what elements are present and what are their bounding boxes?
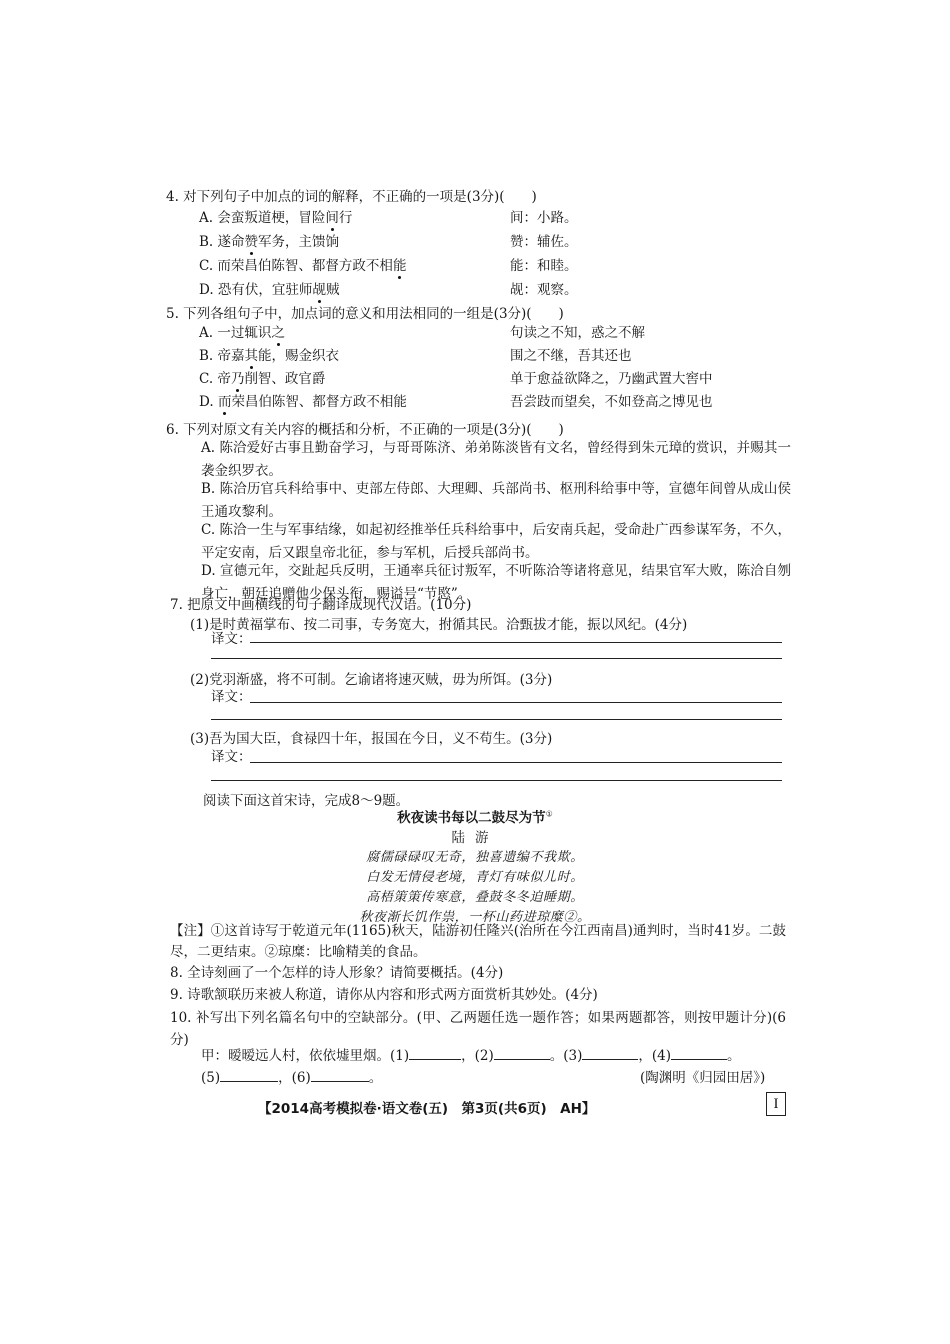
q10-line2: (5) ，(6) 。 xyxy=(201,1070,383,1086)
q10-jia-text: 甲：暧暧远人村，依依墟里烟。 xyxy=(201,1048,390,1064)
q7-answer-line[interactable] xyxy=(211,780,782,781)
q10-source: (陶渊明《归园田居》) xyxy=(640,1070,766,1086)
emphasized-word: 觇 xyxy=(312,282,326,298)
poem-line-1: 腐儒碌碌叹无奇，独喜遗编不我欺。 xyxy=(366,850,584,865)
poem-line-3: 高梧策策传寒意，叠鼓冬冬迫睡期。 xyxy=(366,890,584,905)
option-text: D. xyxy=(199,394,218,410)
option-text: 荣昌伯陈智、都督方政不相能 xyxy=(231,394,407,410)
q6-option-d: D. 宣德元年，交趾起兵反明，王通率兵征讨叛军，不听陈洽等诸将意见，结果官军大败，陈洽自刎身亡，朝廷追赠他少保头衔，赐谥号“节愍”。 xyxy=(201,563,791,602)
q7-item-3: (3)吾为国大臣，食禄四十年，报国在今日，义不苟生。(3分) xyxy=(190,731,553,747)
q7-answer-label-3: 译文： xyxy=(211,749,252,765)
poem-line-4: 秋夜渐长饥作祟，一杯山药进琼糜②。 xyxy=(359,910,591,925)
option-text: C. 而荣昌伯陈智、都督方政不相 xyxy=(199,258,393,274)
q4-option-d xyxy=(199,281,339,299)
q8: 8. 全诗刻画了一个怎样的诗人形象？请简要概括。(4分) xyxy=(170,965,504,981)
q6-stem: 6. 下列对原文有关内容的概括和分析，不正确的一项是(3分)( ) xyxy=(166,422,564,438)
option-text: C. 帝 xyxy=(199,371,231,387)
poem-author: 陆游 xyxy=(451,830,499,846)
q5-answer-a: 句读之不知，惑之不解 xyxy=(510,325,645,341)
option-text: 削智、政官爵 xyxy=(244,371,326,387)
q6-option-a: A. 陈洽爱好古事且勤奋学习，与哥哥陈济、弟弟陈淡皆有文名，曾经得到朱元璋的赏识，并赐其一袭金织罗衣。 xyxy=(201,440,791,479)
q4-answer-d: 觇：观察。 xyxy=(510,282,578,298)
version-badge: I xyxy=(766,1092,786,1116)
blank-1[interactable] xyxy=(409,1047,461,1060)
q7-item-1: (1)是时黄福掌布、按二司事，专务宽大，拊循其民。洽甄拔才能，振以风纪。(4分) xyxy=(190,617,688,633)
blank-3[interactable] xyxy=(582,1047,638,1060)
blank-4[interactable] xyxy=(671,1047,727,1060)
q4-option-c xyxy=(199,257,406,275)
q4-answer-c: 能：和睦。 xyxy=(510,258,578,274)
blank-label: (5) xyxy=(201,1070,221,1086)
q5-answer-b: 围之不继，吾其还也 xyxy=(510,348,632,364)
q4-option-b xyxy=(199,233,339,251)
blank-label: (4) xyxy=(651,1048,671,1064)
q7-answer-label-1: 译文： xyxy=(211,631,252,647)
q7-answer-line[interactable] xyxy=(250,702,782,703)
poem-title: 秋夜读书每以二鼓尽为节① xyxy=(397,809,553,826)
emphasized-word: 而 xyxy=(217,394,232,410)
q7-answer-line[interactable] xyxy=(250,642,782,643)
q5-option-d xyxy=(199,393,407,411)
poem-intro: 阅读下面这首宋诗，完成8～9题。 xyxy=(203,793,410,809)
q6-option-c: C. 陈洽一生与军事结缘，如起初经推举任兵科给事中，后安南兵起，受命赴广西参谋军务，不久，平定安南，后又跟皇帝北征，参与军机，后授兵部尚书。 xyxy=(201,522,791,561)
option-text: 军务，主馈饷 xyxy=(258,234,340,250)
option-text: B. 帝嘉 xyxy=(199,348,245,364)
q9: 9. 诗歌颔联历来被人称道，请你从内容和形式两方面赏析其妙处。(4分) xyxy=(170,987,598,1003)
blank-label: (2) xyxy=(474,1048,494,1064)
blank-label: (3) xyxy=(563,1048,583,1064)
emphasized-word: 其 xyxy=(244,348,259,364)
q7-stem: 7. 把原文中画横线的句子翻译成现代汉语。(10分) xyxy=(170,597,472,613)
q5-answer-c: 单于愈益欲降之，乃幽武置大窖中 xyxy=(510,371,713,387)
option-text: B. 遂命 xyxy=(199,234,245,250)
q4-answer-a: 间：小路。 xyxy=(510,210,578,226)
q7-answer-line[interactable] xyxy=(211,719,782,720)
blank-5[interactable] xyxy=(220,1069,278,1082)
poem-line-2: 白发无情侵老境，青灯有味似儿时。 xyxy=(366,870,584,885)
q5-answer-d: 吾尝跂而望矣，不如登高之博见也 xyxy=(510,394,713,410)
emphasized-word: 能 xyxy=(392,258,407,274)
blank-6[interactable] xyxy=(311,1069,369,1082)
q5-option-b xyxy=(199,347,339,365)
emphasized-word: 赞 xyxy=(244,234,259,250)
q4-stem: 4. 对下列句子中加点的词的解释，不正确的一项是(3分)( ) xyxy=(166,189,537,205)
q5-option-c xyxy=(199,370,325,388)
q4-option-a xyxy=(199,209,352,227)
emphasized-word: 之 xyxy=(271,325,285,341)
q5-stem: 5. 下列各组句子中，加点词的意义和用法相同的一组是(3分)( ) xyxy=(166,306,564,322)
q10-jia: 甲：暧暧远人村，依依墟里烟。(1) ，(2) 。(3) ，(4) 。 xyxy=(201,1048,741,1064)
blank-label: (1) xyxy=(390,1048,410,1064)
option-text: A. 会蛮叛道梗，冒险 xyxy=(199,210,326,226)
option-text: A. 一过辄识 xyxy=(199,325,272,341)
option-text: 贼 xyxy=(325,282,340,298)
page-footer: 【2014高考模拟卷·语文卷(五) 第3页(共6页) AH】 xyxy=(258,1101,596,1117)
blank-2[interactable] xyxy=(494,1047,550,1060)
option-text: D. 恐有伏，宜驻师 xyxy=(199,282,313,298)
emphasized-word: 乃 xyxy=(230,371,245,387)
poem-note: 【注】①这首诗写于乾道元年(1165)秋天，陆游初任隆兴(治所在今江西南昌)通判时，当时41岁。二鼓尽，二更结束。②琼糜：比喻精美的食品。 xyxy=(170,923,786,960)
q7-answer-label-2: 译文： xyxy=(211,689,252,705)
q6-option-b: B. 陈洽历官兵科给事中、吏部左侍郎、大理卿、兵部尚书、枢刑科给事中等，宣德年间曾从成山侯王通攻黎利。 xyxy=(201,481,791,520)
option-text: 能，赐金织衣 xyxy=(258,348,340,364)
q10-stem: 10. 补写出下列名篇名句中的空缺部分。(甲、乙两题任选一题作答；如果两题都答，则按甲题计分)(6分) xyxy=(170,1010,786,1048)
q7-answer-line[interactable] xyxy=(250,762,782,763)
q7-answer-line[interactable] xyxy=(211,658,782,659)
blank-label: (6) xyxy=(291,1070,311,1086)
q4-answer-b: 赞：辅佐。 xyxy=(510,234,578,250)
q7-item-2: (2)党羽渐盛，将不可制。乞谕诸将速灭贼，毋为所饵。(3分) xyxy=(190,672,553,688)
option-text: 行 xyxy=(338,210,353,226)
q5-option-a xyxy=(199,324,285,342)
emphasized-word: 间 xyxy=(325,210,339,226)
